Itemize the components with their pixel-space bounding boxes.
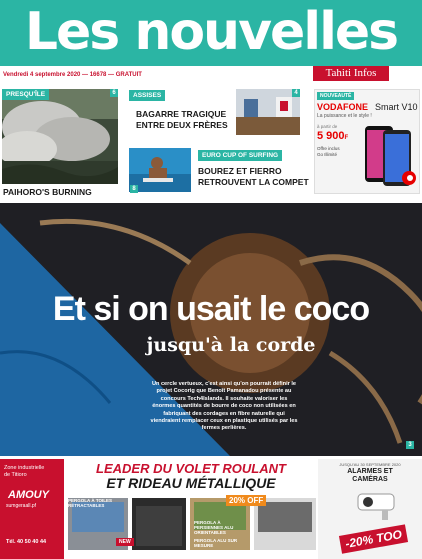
- ad-kicker: NOUVEAUTÉ: [317, 92, 354, 100]
- ad-price-note: à partir de: [317, 124, 338, 129]
- courtroom-image: [236, 89, 300, 135]
- surf-photo[interactable]: [129, 148, 191, 192]
- ad-address-line2: de Titioro: [4, 472, 27, 478]
- ad-headline-line2: ET RIDEAU MÉTALLIQUE: [106, 475, 276, 491]
- ad-contact-panel: [0, 459, 64, 559]
- ad-pergola-1: PERGOLA À TOILES RÉTRACTABLES: [68, 498, 113, 508]
- partner-badge: Tahiti Infos: [313, 66, 389, 81]
- ad-slogan: La puissance et le style !: [317, 113, 372, 119]
- headline-assises-line1[interactable]: BAGARRE TRAGIQUE: [136, 109, 227, 119]
- ad-right-date: JUSQU'AU 30 SEPTEMBRE 2020: [339, 462, 401, 467]
- ad-price-value: 5 900: [317, 130, 345, 142]
- smoke-fire-image: [2, 89, 118, 184]
- vodafone-ad[interactable]: [314, 89, 420, 194]
- ad-phone: Tél. 40 50 40 44: [6, 539, 47, 545]
- section-tag-surf[interactable]: EURO CUP OF SURFING: [198, 150, 282, 161]
- surfer-image: [129, 148, 191, 192]
- ad-offer-detail: Go Illimité: [317, 152, 338, 157]
- cover-headline[interactable]: Et si on usait le coco: [52, 290, 370, 328]
- page-number-presquile: 6: [110, 89, 118, 97]
- section-tag-assises[interactable]: ASSISES: [129, 90, 165, 101]
- security-camera-icon: [352, 488, 404, 522]
- cover-body-text: Un cercle vertueux, c'est ainsi qu'on pourrait définir le projet Cocorig que Benoît Pamanadou présente au concours Tech4Islands. Il souhaite valoriser les énormes quantités de bourre de coco non utilisées en fabriquant des cordages en fibre naturelle qui viendraient remplacer ceux en plastique utilisés par les fermes perlières.: [150, 381, 298, 432]
- ad-brand: VODAFONE: [317, 102, 369, 112]
- presquile-photo[interactable]: [2, 89, 118, 184]
- ad-address-line1: Zone industrielle: [4, 465, 45, 471]
- page-number-assises: 4: [292, 89, 300, 97]
- page-number-cover: 3: [406, 441, 414, 449]
- page-number-surf: 8: [130, 185, 138, 193]
- cover-subheadline: jusqu'à la corde: [146, 334, 316, 356]
- ad-discount-1: 20% OFF: [226, 495, 266, 506]
- assises-photo[interactable]: [236, 89, 300, 135]
- ad-right-title-line2: CAMÉRAS: [352, 476, 388, 483]
- headline-assises-line2[interactable]: ENTRE DEUX FRÈRES: [136, 120, 228, 130]
- ad-offer: Offre inclus: [317, 146, 340, 151]
- vodafone-logo-icon: [401, 170, 417, 186]
- ad-brand: AMOUY: [8, 489, 49, 501]
- dateline: Vendredi 4 septembre 2020 — 16678 — GRATUIT: [3, 72, 142, 78]
- newspaper-title: Les nouvelles: [24, 2, 398, 62]
- ad-pergola-3: PERGOLA ALU SUR MESURE: [194, 538, 238, 548]
- ad-headline-line1: LEADER DU VOLET ROULANT: [96, 461, 286, 476]
- headline-surf-line2[interactable]: RETROUVENT LA COMPET: [198, 177, 309, 187]
- ad-pergola-2: PERGOLA À PERSIENNES ALU ORIENTABLES: [194, 520, 234, 535]
- ad-model: Smart V10: [375, 102, 418, 112]
- ad-new-badge: NEW: [116, 538, 134, 546]
- ad-price-suffix: F: [344, 135, 349, 141]
- headline-surf-line1[interactable]: BOUREZ ET FIERRO: [198, 166, 282, 176]
- headline-presquile[interactable]: PAIHORO'S BURNING: [3, 187, 92, 197]
- ad-brand-url: sumgeraall.pf: [6, 503, 37, 509]
- section-tag-presquile[interactable]: PRESQU'ÎLE: [2, 89, 49, 100]
- ad-discount-2: -20% TOO: [339, 524, 408, 553]
- ad-right-title-line1: ALARMES ET: [347, 468, 393, 475]
- ad-price: [317, 130, 348, 142]
